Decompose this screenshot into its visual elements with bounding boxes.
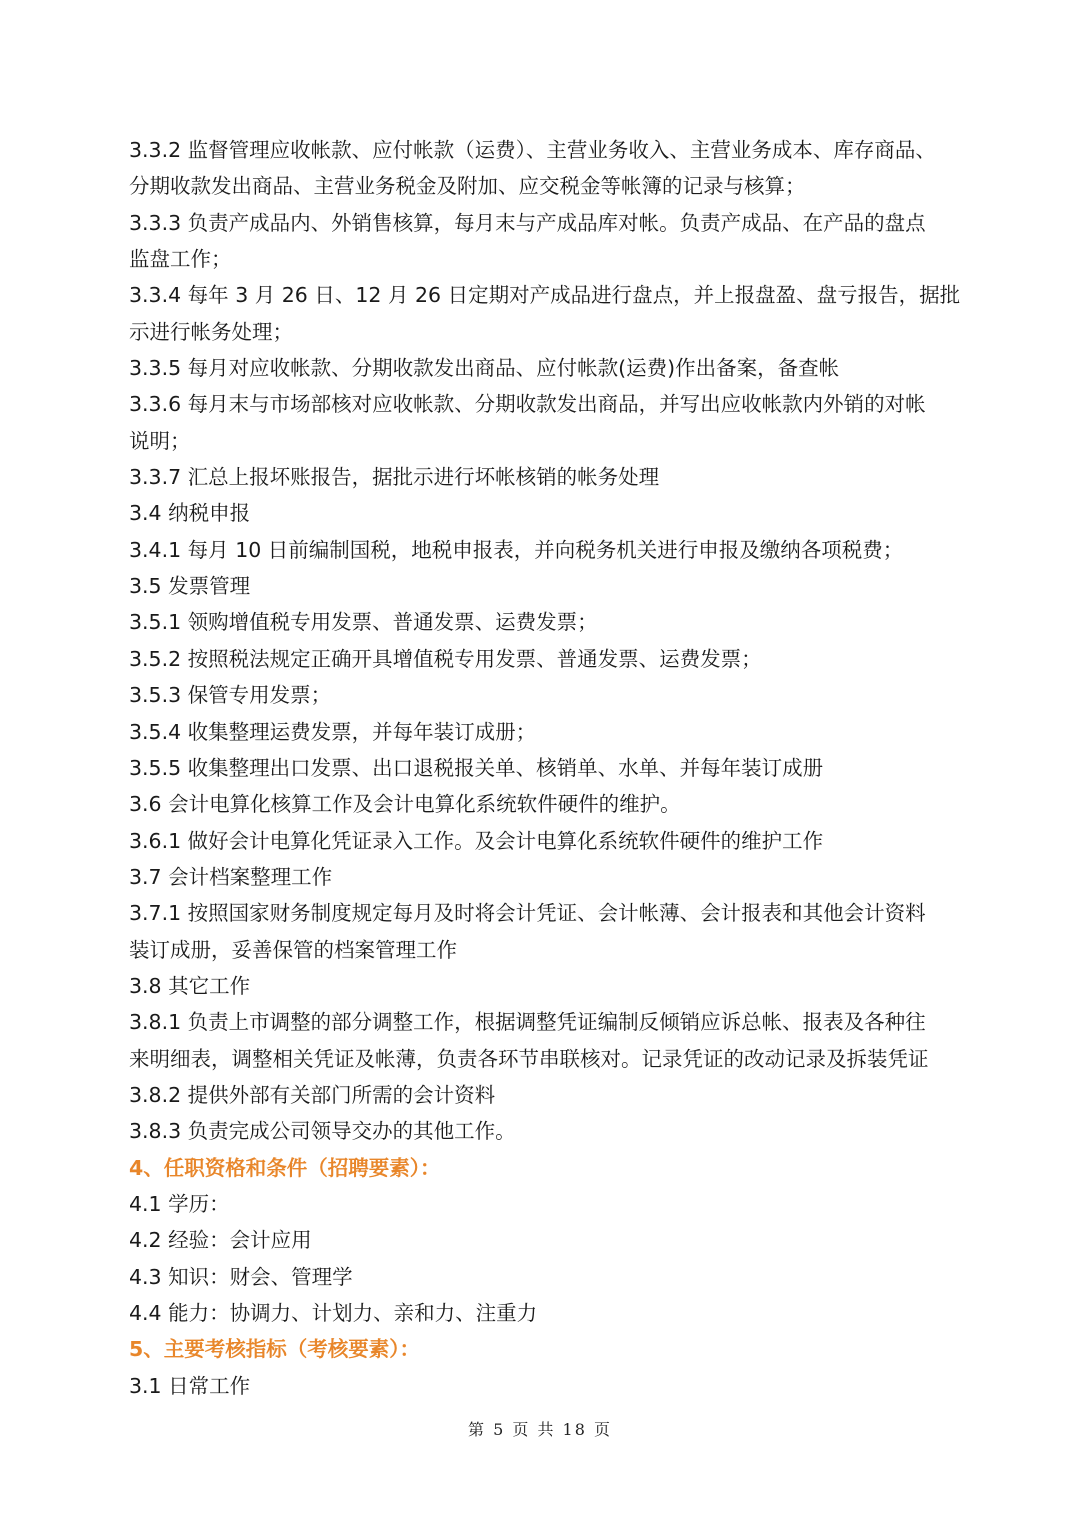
text-line: 4.4 能力：协调力、计划力、亲和力、注重力 — [129, 1301, 538, 1325]
text-line: 分期收款发出商品、主营业务税金及附加、应交税金等帐簿的记录与核算； — [129, 174, 806, 199]
page-footer: 第 5 页 共 18 页 — [468, 1420, 612, 1439]
text-line: 3.5.5 收集整理出口发票、出口退税报关单、核销单、水单、并每年装订成册 — [129, 755, 824, 780]
text-line: 3.8.1 负责上市调整的部分调整工作，根据调整凭证编制反倾销应诉总帐、报表及各种往 — [129, 1010, 926, 1035]
text-line: 3.3.5 每月对应收帐款、分期收款发出商品、应付帐款(运费)作出备案，备查帐 — [129, 356, 840, 381]
text-line: 3.4 纳税申报 — [129, 501, 251, 526]
section-heading: 4、任职资格和条件（招聘要素）： — [129, 1155, 441, 1180]
text-line: 3.7.1 按照国家财务制度规定每月及时将会计凭证、会计帐薄、会计报表和其他会计资料 — [129, 901, 926, 926]
text-line: 3.6 会计电算化核算工作及会计电算化系统软件硬件的维护。 — [129, 792, 681, 817]
document-body — [129, 132, 989, 1404]
text-line: 3.5 发票管理 — [129, 574, 251, 599]
text-line: 3.5.2 按照税法规定正确开具增值税专用发票、普通发票、运费发票； — [129, 646, 762, 671]
text-line: 3.5.3 保管专用发票； — [129, 683, 332, 708]
text-line: 4.3 知识：财会、管理学 — [129, 1264, 353, 1289]
text-line: 3.7 会计档案整理工作 — [129, 864, 333, 889]
text-line: 3.3.6 每月末与市场部核对应收帐款、分期收款发出商品，并写出应收帐款内外销的对帐 — [129, 392, 926, 417]
text-line: 3.4.1 每月 10 日前编制国税，地税申报表，并向税务机关进行申报及缴纳各项税费； — [129, 537, 904, 562]
text-line: 4.1 学历： — [129, 1191, 230, 1216]
text-line: 3.1 日常工作 — [129, 1373, 251, 1398]
text-line: 监盘工作； — [129, 247, 232, 272]
text-line: 3.5.1 领购增值税专用发票、普通发票、运费发票； — [129, 610, 598, 635]
text-line: 3.8.2 提供外部有关部门所需的会计资料 — [129, 1082, 496, 1107]
text-line: 3.5.4 收集整理运费发票，并每年装订成册； — [129, 719, 537, 744]
section-heading: 5、主要考核指标（考核要素）： — [129, 1337, 421, 1362]
text-line: 4.2 经验：会计应用 — [129, 1228, 312, 1253]
text-line: 3.3.2 监督管理应收帐款、应付帐款（运费）、主营业务收入、主营业务成本、库存商品、 — [129, 138, 936, 162]
text-line: 3.3.3 负责产成品内、外销售核算，每月末与产成品库对帐。负责产成品、在产品的盘点 — [129, 210, 926, 235]
text-line: 3.3.4 每年 3 月 26 日、12 月 26 日定期对产成品进行盘点，并上报盘盈、盘亏报告，据批 — [129, 283, 961, 308]
text-line: 装订成册，妥善保管的档案管理工作 — [129, 937, 457, 962]
text-line: 3.6.1 做好会计电算化凭证录入工作。及会计电算化系统软件硬件的维护工作 — [129, 828, 824, 853]
text-line: 3.8 其它工作 — [129, 973, 251, 998]
text-line: 示进行帐务处理； — [129, 319, 293, 344]
text-line: 3.3.7 汇总上报坏账报告，据批示进行坏帐核销的帐务处理 — [129, 465, 660, 490]
text-line: 来明细表，调整相关凭证及帐薄，负责各环节串联核对。记录凭证的改动记录及拆装凭证 — [129, 1046, 929, 1071]
text-line: 3.8.3 负责完成公司领导交办的其他工作。 — [129, 1119, 516, 1144]
text-line: 说明； — [129, 428, 191, 453]
